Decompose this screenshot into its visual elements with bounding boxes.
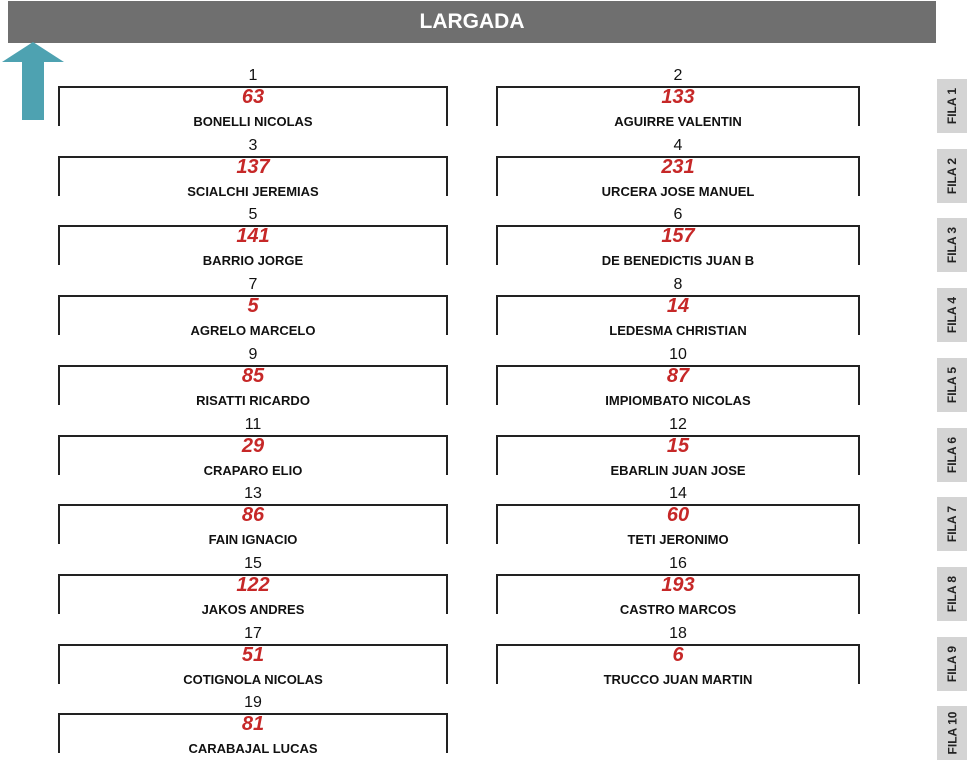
- grid-position: 6: [673, 206, 683, 224]
- driver-name: IMPIOMBATO NICOLAS: [605, 392, 751, 408]
- grid-slot: [58, 625, 448, 697]
- car-number: 122: [236, 573, 270, 596]
- driver-name: FAIN IGNACIO: [208, 532, 298, 548]
- row-label: [937, 428, 967, 482]
- car-number: 87: [666, 364, 690, 387]
- grid-position: 1: [248, 67, 258, 84]
- grid-position: 9: [248, 345, 258, 363]
- car-number: 193: [661, 573, 695, 596]
- grid-position: 15: [244, 554, 262, 572]
- row-label-text: FILA 6: [945, 436, 960, 473]
- row-label: [937, 567, 967, 621]
- driver-name: DE BENEDICTIS JUAN B: [601, 253, 755, 269]
- driver-name: EBARLIN JUAN JOSE: [610, 462, 746, 478]
- driver-name: CRAPARO ELIO: [203, 462, 303, 478]
- car-number: 81: [241, 713, 265, 736]
- car-number: 14: [666, 295, 690, 318]
- driver-name: AGRELO MARCELO: [190, 323, 316, 339]
- page-title-bar: [8, 1, 936, 43]
- driver-name: BARRIO JORGE: [202, 253, 304, 269]
- car-number: 137: [236, 155, 270, 178]
- up-arrow-icon: [2, 42, 64, 122]
- grid-position: 11: [244, 415, 262, 433]
- grid-slot: [58, 555, 448, 627]
- grid-slot: [58, 206, 448, 278]
- row-label: [937, 706, 967, 760]
- grid-slot: [496, 137, 860, 209]
- driver-name: TETI JERONIMO: [627, 532, 729, 548]
- grid-position: 5: [248, 206, 258, 224]
- row-label-text: FILA 10: [945, 711, 959, 755]
- driver-name: TRUCCO JUAN MARTIN: [603, 671, 753, 687]
- grid-slot: [496, 67, 860, 139]
- row-label-text: FILA 7: [945, 506, 960, 543]
- grid-slot: [496, 625, 860, 697]
- row-label: [937, 358, 967, 412]
- grid-slot: [58, 346, 448, 418]
- car-number: 231: [661, 155, 695, 178]
- grid-position: 19: [244, 694, 262, 712]
- grid-position: 10: [669, 345, 687, 363]
- grid-slot: [496, 555, 860, 627]
- row-label-text: FILA 2: [945, 157, 960, 194]
- car-number: 157: [661, 225, 695, 248]
- grid-slot: [58, 485, 448, 557]
- car-number: 6: [672, 643, 684, 666]
- car-number: 133: [661, 86, 695, 108]
- driver-name: RISATTI RICARDO: [196, 392, 310, 408]
- car-number: 29: [241, 434, 265, 457]
- row-label: [937, 218, 967, 272]
- grid-position: 14: [669, 485, 687, 503]
- driver-name: CARABAJAL LUCAS: [188, 741, 318, 757]
- car-number: 86: [241, 504, 265, 527]
- grid-slot: [58, 416, 448, 488]
- car-number: 60: [666, 504, 690, 527]
- grid-slot: [58, 137, 448, 209]
- page-title: LARGADA: [419, 10, 525, 33]
- row-label: [937, 149, 967, 203]
- grid-position: 4: [673, 136, 683, 154]
- driver-name: SCIALCHI JEREMIAS: [187, 183, 319, 199]
- grid-slot: [496, 346, 860, 418]
- grid-slot: [496, 276, 860, 348]
- row-label: [937, 288, 967, 342]
- driver-name: JAKOS ANDRES: [201, 601, 305, 617]
- row-label-text: FILA 5: [945, 366, 960, 403]
- grid-slot: [496, 206, 860, 278]
- car-number: 51: [241, 643, 265, 666]
- row-label-text: FILA 8: [945, 575, 960, 613]
- driver-name: URCERA JOSE MANUEL: [601, 183, 755, 199]
- grid-position: 12: [669, 415, 687, 433]
- row-label: [937, 637, 967, 691]
- driver-name: BONELLI NICOLAS: [193, 114, 313, 129]
- grid-position: 3: [248, 136, 258, 154]
- grid-position: 2: [673, 67, 683, 84]
- row-label-text: FILA 1: [945, 87, 960, 125]
- grid-slot: [496, 416, 860, 488]
- driver-name: CASTRO MARCOS: [619, 601, 737, 617]
- driver-name: COTIGNOLA NICOLAS: [183, 671, 323, 687]
- row-label-text: FILA 9: [945, 645, 960, 682]
- grid-position: 8: [673, 276, 683, 294]
- car-number: 63: [241, 86, 265, 108]
- row-label: [937, 79, 967, 133]
- car-number: 5: [247, 295, 259, 318]
- grid-position: 13: [244, 485, 262, 503]
- row-label-text: FILA 3: [945, 227, 960, 264]
- car-number: 15: [666, 434, 690, 457]
- grid-slot: [58, 276, 448, 348]
- grid-slot: [58, 694, 448, 766]
- grid-position: 7: [248, 276, 258, 294]
- driver-name: LEDESMA CHRISTIAN: [609, 323, 747, 339]
- grid-position: 18: [669, 624, 687, 642]
- car-number: 85: [241, 364, 265, 387]
- grid-slot: [496, 485, 860, 557]
- grid-position: 17: [244, 624, 262, 642]
- grid-slot: [58, 67, 448, 139]
- car-number: 141: [236, 225, 270, 248]
- row-label: [937, 497, 967, 551]
- grid-position: 16: [669, 554, 687, 572]
- driver-name: AGUIRRE VALENTIN: [614, 114, 742, 129]
- row-label-text: FILA 4: [945, 296, 960, 334]
